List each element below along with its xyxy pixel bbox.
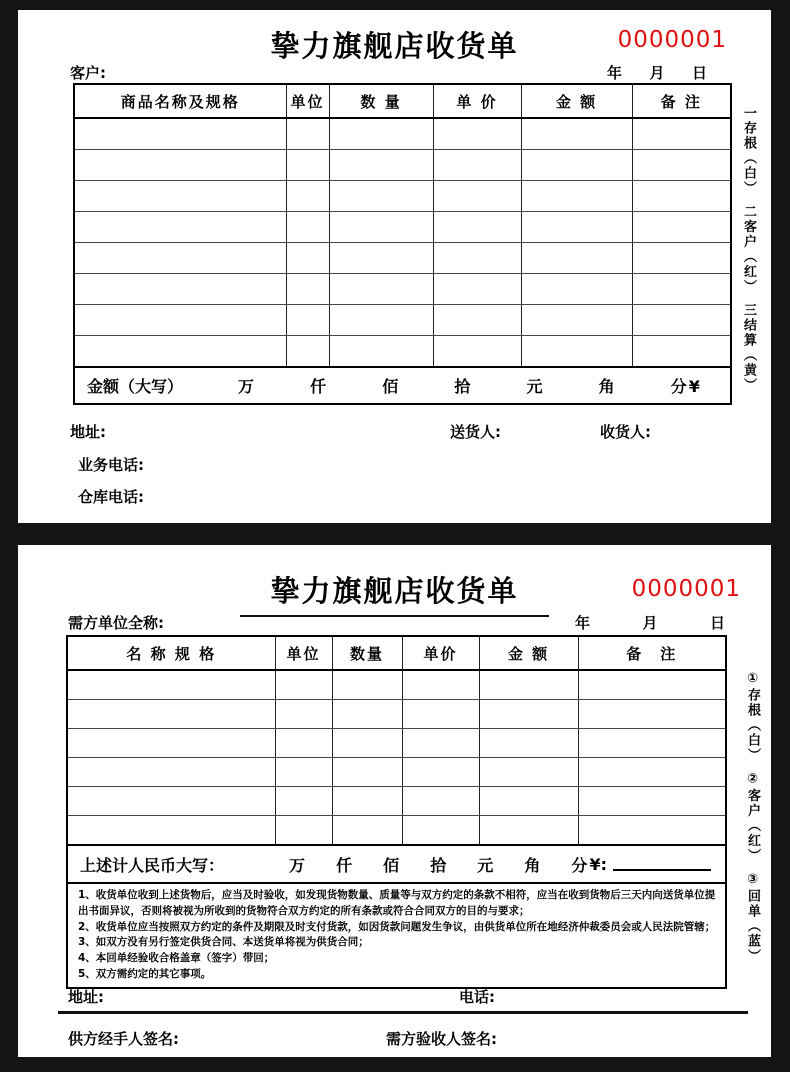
col-header-amount: 金 额 [479,637,578,670]
empty-rows [75,118,730,366]
table-row [75,242,730,273]
empty-cell [433,180,521,211]
empty-cell [286,335,329,366]
table-row [75,211,730,242]
table-row [75,273,730,304]
empty-cell [433,273,521,304]
buyer-sign-label: 需方验收人签名: [386,1030,497,1048]
empty-cell [68,699,275,728]
header-row [68,637,725,670]
unit-qian: 仟 [336,855,353,875]
empty-cell [479,670,578,699]
table-row [75,180,730,211]
empty-cell [521,242,632,273]
empty-cell [402,786,479,815]
col-header-remarks: 备 注 [578,637,725,670]
deliverer-label: 送货人: [450,423,501,441]
col-header-remarks: 备 注 [632,85,730,118]
empty-cell [275,757,332,786]
amount-unit-labels [289,853,587,876]
items-table-container [66,635,727,989]
empty-cell [632,335,730,366]
empty-cell [75,242,286,273]
amount-words-label: 上述计人民币大写： [80,855,225,875]
amount-words-label: 金额（大写） [87,377,184,396]
empty-cell [332,728,402,757]
col-header-product: 名 称 规 格 [68,637,275,670]
empty-cell [479,728,578,757]
table-row [68,728,725,757]
empty-cell [75,211,286,242]
empty-cell [433,242,521,273]
items-table [75,85,730,366]
empty-cell [275,699,332,728]
empty-cell [332,786,402,815]
empty-cell [286,118,329,149]
unit-yuan: 元 [477,855,494,875]
empty-cell [332,670,402,699]
empty-cell [578,757,725,786]
unit-fen: 分 [571,855,588,875]
unit-shi: 拾 [454,377,471,396]
business-phone-label: 业务电话: [78,456,144,474]
items-table-container [73,83,732,405]
month-label: 月 [642,614,658,632]
term-item: 3、如双方没有另行签定供货合同、本送货单将视为供货合同； [78,936,369,949]
table-row [75,335,730,366]
customer-label: 客户: [70,64,106,82]
col-header-product: 商品名称及规格 [75,85,286,118]
empty-cell [632,118,730,149]
phone-label: 电话: [459,988,495,1006]
amount-in-words-row [75,366,730,403]
empty-cell [286,149,329,180]
form-title: 挚力旗舰店收货单 [18,569,771,617]
empty-cell [275,728,332,757]
table-row [75,304,730,335]
col-header-quantity: 数量 [332,637,402,670]
empty-cell [286,242,329,273]
serial-number: 0000001 [631,576,741,602]
empty-cell [329,211,433,242]
day-label: 日 [691,64,707,82]
empty-cell [329,273,433,304]
empty-cell [521,211,632,242]
col-header-unit: 单位 [286,85,329,118]
empty-cell [521,118,632,149]
unit-shi: 拾 [430,855,447,875]
unit-wan: 万 [238,377,255,396]
empty-cell [479,815,578,844]
empty-cell [578,815,725,844]
currency-symbol: ¥: [589,854,607,874]
empty-cell [632,273,730,304]
empty-cell [433,118,521,149]
empty-cell [479,699,578,728]
buyer-date-row [68,612,725,633]
col-header-price: 单价 [402,637,479,670]
table-row [68,757,725,786]
empty-cell [329,304,433,335]
col-header-unit: 单位 [275,637,332,670]
items-table [68,637,725,844]
copies-note-vertical: ①存根（白） ②客户（红） ③回单（蓝） [745,671,760,964]
date-labels [607,62,707,83]
unit-bai: 佰 [382,377,399,396]
receipt-form-bottom [18,545,771,1057]
empty-cell [578,699,725,728]
empty-cell [68,786,275,815]
customer-date-row [70,62,707,83]
empty-cell [521,335,632,366]
empty-cell [332,815,402,844]
terms-list [68,882,725,987]
unit-wan: 万 [289,855,306,875]
header-row [75,85,730,118]
col-header-quantity: 数 量 [329,85,433,118]
table-row [68,815,725,844]
address-label: 地址: [68,988,104,1006]
empty-cell [68,815,275,844]
table-row [75,118,730,149]
empty-cell [521,180,632,211]
empty-cell [521,273,632,304]
empty-cell [479,757,578,786]
empty-cell [433,211,521,242]
empty-cell [632,242,730,273]
empty-cell [402,670,479,699]
receipt-form-top [18,10,771,523]
empty-cell [521,149,632,180]
empty-cell [275,670,332,699]
amount-blank-line [613,857,711,871]
term-item: 4、本回单经验收合格盖章（签字）带回； [78,952,275,964]
amount-in-words-row [68,844,725,882]
table-row [68,786,725,815]
empty-cell [68,728,275,757]
form-title: 挚力旗舰店收货单 [270,29,519,63]
copies-note-vertical: 一存根（白） 二客户（红） 三结算（黄） [741,106,756,393]
empty-cell [402,757,479,786]
empty-cell [433,149,521,180]
serial-number: 0000001 [617,27,727,53]
empty-cell [578,670,725,699]
amount-unit-labels [238,374,700,397]
empty-cell [632,149,730,180]
receiver-label: 收货人: [600,423,651,441]
table-row [68,670,725,699]
unit-fen-currency: 分 ¥ [670,377,700,396]
term-item: 5、双方需约定的其它事项。 [78,967,212,980]
empty-cell [578,786,725,815]
empty-cell [329,149,433,180]
currency-symbol: ¥ [688,377,700,396]
table-row [75,149,730,180]
empty-cell [75,149,286,180]
empty-cell [332,757,402,786]
empty-cell [75,335,286,366]
unit-yuan: 元 [526,377,543,396]
empty-cell [521,304,632,335]
empty-cell [75,273,286,304]
empty-cell [332,699,402,728]
empty-cell [479,786,578,815]
empty-cell [433,304,521,335]
empty-cell [286,180,329,211]
empty-cell [275,786,332,815]
empty-cell [402,815,479,844]
empty-cell [68,757,275,786]
empty-cell [632,180,730,211]
date-labels [575,612,725,633]
supplier-sign-label: 供方经手人签名: [68,1030,179,1048]
month-label: 月 [649,64,665,82]
empty-cell [329,118,433,149]
empty-cell [402,728,479,757]
unit-jiao: 角 [598,377,615,396]
empty-cell [578,728,725,757]
empty-cell [275,815,332,844]
empty-cell [286,273,329,304]
col-header-amount: 金 额 [521,85,632,118]
unit-bai: 佰 [383,855,400,875]
day-label: 日 [709,614,725,632]
year-label: 年 [607,64,623,82]
empty-cell [329,242,433,273]
warehouse-phone-label: 仓库电话: [78,488,144,506]
table-row [68,699,725,728]
buyer-label: 需方单位全称: [68,614,164,632]
empty-cell [75,304,286,335]
unit-qian: 仟 [310,377,327,396]
empty-cell [632,304,730,335]
empty-cell [75,180,286,211]
empty-cell [75,118,286,149]
footer-divider [58,1011,748,1014]
year-label: 年 [575,614,591,632]
empty-cell [329,335,433,366]
empty-cell [329,180,433,211]
unit-jiao: 角 [524,855,541,875]
address-label: 地址: [70,423,106,441]
empty-rows [68,670,725,844]
col-header-price: 单 价 [433,85,521,118]
term-item: 1、收货单位收到上述货物后，应当及时验收，如发现货物数量、质量等与双方约定的条款不相符，应当在收到货物后三天内向送货单位提出书面异议，否则将被视为所收到的货物符合双方约定的所有条款或符合合同双方的目的与要求； [78,889,716,917]
empty-cell [632,211,730,242]
empty-cell [433,335,521,366]
term-item: 2、收货单位应当按照双方约定的条件及期限及时支付货款，如因货款问题发生争议，由供货单位所在地经济仲裁委员会或人民法院管辖； [78,920,716,933]
empty-cell [286,304,329,335]
empty-cell [68,670,275,699]
empty-cell [402,699,479,728]
empty-cell [286,211,329,242]
